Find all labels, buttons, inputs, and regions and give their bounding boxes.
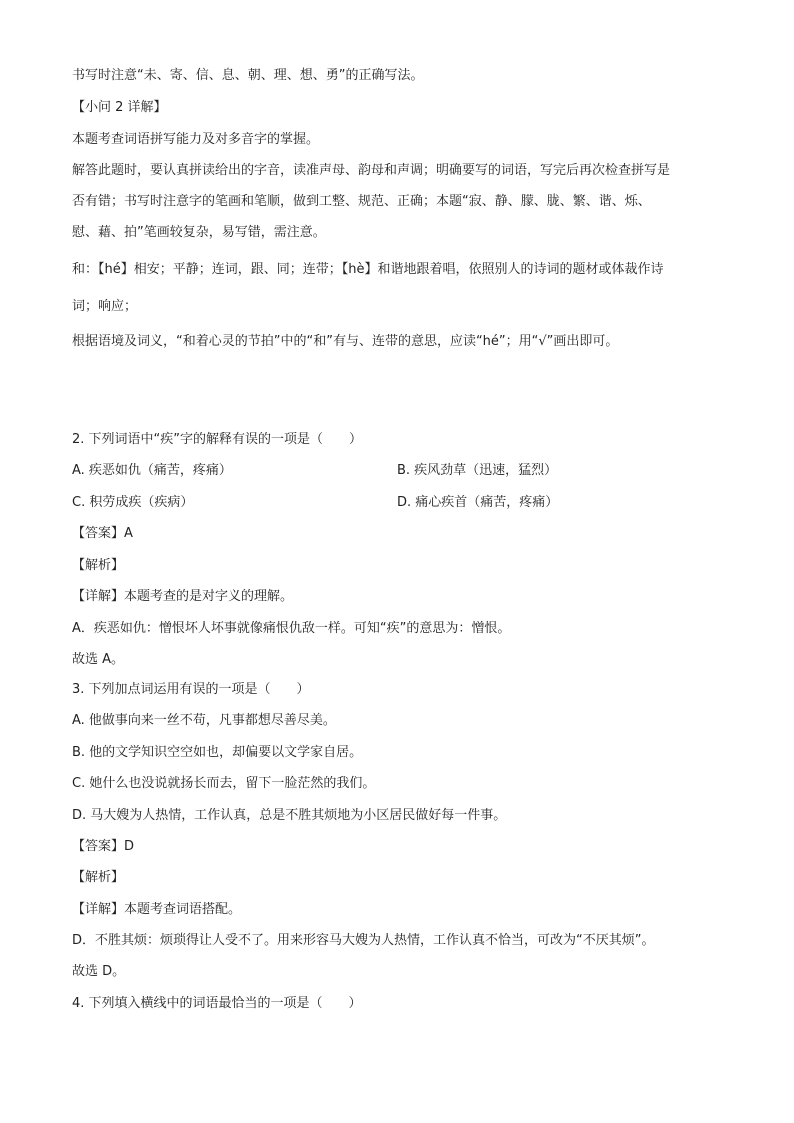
question-3-option-c: C. 她什么也没说就扬长而去，留下一脸茫然的我们。	[72, 776, 376, 791]
question-2-explanation: A．疾恶如仇：憎恨坏人坏事就像痛恨仇敌一样。可知“疾”的意思为：憎恨。	[72, 621, 511, 636]
q2-part-heading: 【小问 2 详解】	[72, 100, 167, 115]
question-2-option-d: D. 痛心疾首（痛苦，疼痛）	[397, 495, 559, 510]
question-3-explanation: D．不胜其烦：烦琐得让人受不了。用来形容马大嫂为人热情，工作认真不恰当，可改为“不厌其烦”。	[72, 933, 655, 948]
question-2-option-a: A. 疾恶如仇（痛苦，疼痛）	[72, 463, 232, 478]
question-3-option-b: B. 他的文学知识空空如也，却偏要以文学家自居。	[72, 745, 363, 760]
question-3-choice: 故选 D。	[72, 964, 126, 979]
q2-paragraph-2-line-2: 词；响应；	[72, 299, 138, 314]
question-3-option-a: A. 他做事向来一丝不苟，凡事都想尽善尽美。	[72, 713, 336, 728]
question-2-option-b: B. 疾风劲草（迅速，猛烈）	[397, 463, 558, 478]
question-2-option-c: C. 积劳成疾（疾病）	[72, 495, 194, 510]
intro-line: 书写时注意“未、寄、信、息、朝、理、想、勇”的正确写法。	[72, 68, 424, 83]
question-3-option-d: D. 马大嫂为人热情，工作认真，总是不胜其烦地为小区居民做好每一件事。	[72, 808, 507, 823]
q2-paragraph-3: 根据语境及词义，“和着心灵的节拍”中的“和”有与、连带的意思，应读“hé”；用“√”画出即可。	[72, 334, 619, 349]
question-2-detail: 【详解】本题考查的是对字义的理解。	[72, 589, 294, 604]
question-2-answer: 【答案】A	[72, 526, 133, 541]
q2-paragraph-1-line-3: 慰、藉、拍”笔画较复杂，易写错，需注意。	[72, 225, 326, 240]
question-2-analysis-label: 【解析】	[72, 558, 125, 573]
question-3-analysis-label: 【解析】	[72, 870, 125, 885]
question-3-stem: 3. 下列加点词运用有误的一项是（ ）	[72, 682, 310, 697]
q2-part-description: 本题考查词语拼写能力及对多音字的掌握。	[72, 132, 320, 147]
question-3-answer: 【答案】D	[72, 839, 135, 854]
q2-paragraph-2-line-1: 和：【hé】相安；平静；连词，跟、同；连带；【hè】和谐地跟着唱，依照别人的诗词的题材或体裁作诗	[72, 262, 664, 277]
question-2-choice: 故选 A。	[72, 652, 125, 667]
q2-paragraph-1-line-2: 否有错；书写时注意字的笔画和笔顺，做到工整、规范、正确；本题“寂、静、朦、胧、繁、谐、烁、	[72, 194, 651, 209]
question-2-stem: 2. 下列词语中“疾”字的解释有误的一项是（ ）	[72, 432, 363, 447]
question-3-detail: 【详解】本题考查词语搭配。	[72, 902, 242, 917]
q2-paragraph-1-line-1: 解答此题时，要认真拼读给出的字音，读准声母、韵母和声调；明确要写的词语，写完后再次检查拼写是	[72, 163, 671, 178]
question-4-stem: 4. 下列填入横线中的词语最恰当的一项是（ ）	[72, 996, 362, 1011]
